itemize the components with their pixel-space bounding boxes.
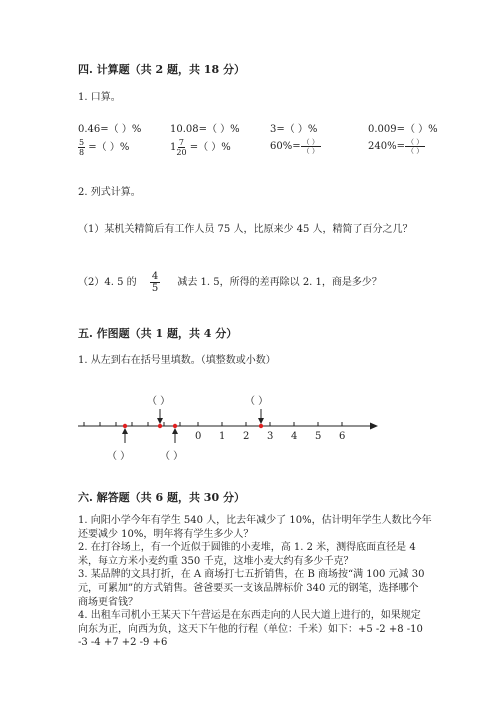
point-marker (158, 424, 162, 428)
oral-row1-item2: 10.08=（ ）% (170, 124, 240, 135)
point-marker (173, 424, 177, 428)
oral-row1-item1: 0.46=（ ）% (78, 124, 142, 135)
paren-top-2: （ ） (245, 396, 269, 407)
text-line: 向东为正，向西为负，这天下午他的行程（单位：千米）如下：+5 -2 +8 -10 (78, 623, 423, 635)
text-line: 1. 向阳小学今年有学生 540 人，比去年减少了 10%，估计明年学生人数比今年 (78, 515, 432, 526)
arrow-up-2-head (172, 428, 178, 434)
paren-bottom-1: （ ） (107, 451, 131, 462)
point-marker (259, 424, 263, 428)
mixed-whole: 1 (170, 142, 177, 153)
oral-head: 60%= (270, 141, 301, 152)
text-line: 还要减少 10%，明年将有学生多少人？ (78, 528, 254, 540)
text-line: 米，每立方米小麦约重 350 千克，这堆小麦大约有多少千克？ (78, 555, 354, 567)
text-line: 4. 出租车司机小王某天下午营运是在东西走向的人民大道上进行的，如果规定 (78, 610, 421, 622)
fraction-denominator: 5 (151, 283, 159, 294)
arrow-down-2-head (258, 418, 264, 424)
tick-label-3: 3 (267, 431, 274, 442)
oral-row1-item4: 0.009=（ ）% (368, 124, 438, 135)
text-line: 商场更省钱？ (78, 596, 138, 608)
section6-title: 六. 解答题（共 6 题，共 30 分） (78, 491, 245, 504)
tick-label-5: 5 (315, 431, 322, 442)
text-line: -3 -4 +7 +2 -9 +6 (78, 637, 168, 649)
q2-part1: （1）某机关精简后有工作人员 75 人，比原来少 45 人，精简了百分之几？ (78, 224, 413, 235)
text-line: 2. 在打谷场上，有一个近似于圆锥的小麦堆，高 1. 2 米，测得底面直径是 4 (78, 542, 416, 554)
axis-arrow-head (370, 423, 378, 430)
oral-row1-item3: 3=（ ）% (270, 124, 318, 135)
paren-bottom-2: （ ） (160, 451, 184, 462)
fraction-denominator: （ ） (302, 147, 319, 155)
fraction-denominator: 8 (79, 148, 85, 157)
fraction-denominator: （ ） (406, 147, 424, 155)
oral-head: 240%= (368, 141, 405, 152)
arrow-down-1-head (157, 418, 163, 424)
fraction-numerator: 5 (79, 138, 85, 147)
oral-tail: =（ ）% (88, 142, 130, 153)
tick-label-2: 2 (243, 431, 250, 442)
text-line: 元，可累加”的方式销售。爸爸要买一支该品牌标价 340 元的钢笔，选择哪个 (78, 582, 419, 594)
paren-top-1: （ ） (147, 396, 171, 407)
s5-q1: 1. 从左到右在括号里填数。（填整数或小数） (78, 355, 276, 366)
tick-label-6: 6 (339, 431, 346, 442)
section6-body (78, 514, 432, 650)
q1-label: 1. 口算。 (78, 92, 121, 103)
fraction-denominator: 20 (176, 148, 187, 157)
tick-label-0: 0 (195, 431, 202, 442)
q2-label: 2. 列式计算。 (78, 187, 141, 198)
oral-tail: =（ ）% (189, 142, 231, 153)
arrow-up-1-head (122, 428, 128, 434)
q2-part2-tail: 减去 1. 5，所得的差再除以 2. 1，商是多少？ (177, 277, 382, 288)
tick-label-4: 4 (291, 431, 298, 442)
point-marker (123, 424, 127, 428)
q2-part2-head: （2）4. 5 的 (78, 277, 137, 288)
tick-label-1: 1 (219, 431, 226, 442)
text-line: 3. 某品牌的文具打折，在 A 商场打七五折销售，在 B 商场按“满 100 元减 30 (78, 569, 425, 581)
fraction-numerator: 4 (151, 271, 159, 282)
section5-title: 五. 作图题（共 1 题，共 4 分） (78, 327, 238, 340)
fraction-numerator: 7 (178, 138, 185, 147)
section4-title: 四. 计算题（共 2 题，共 18 分） (78, 63, 245, 76)
fraction-numerator: （ ） (302, 138, 319, 146)
fraction-numerator: （ ） (406, 138, 424, 146)
